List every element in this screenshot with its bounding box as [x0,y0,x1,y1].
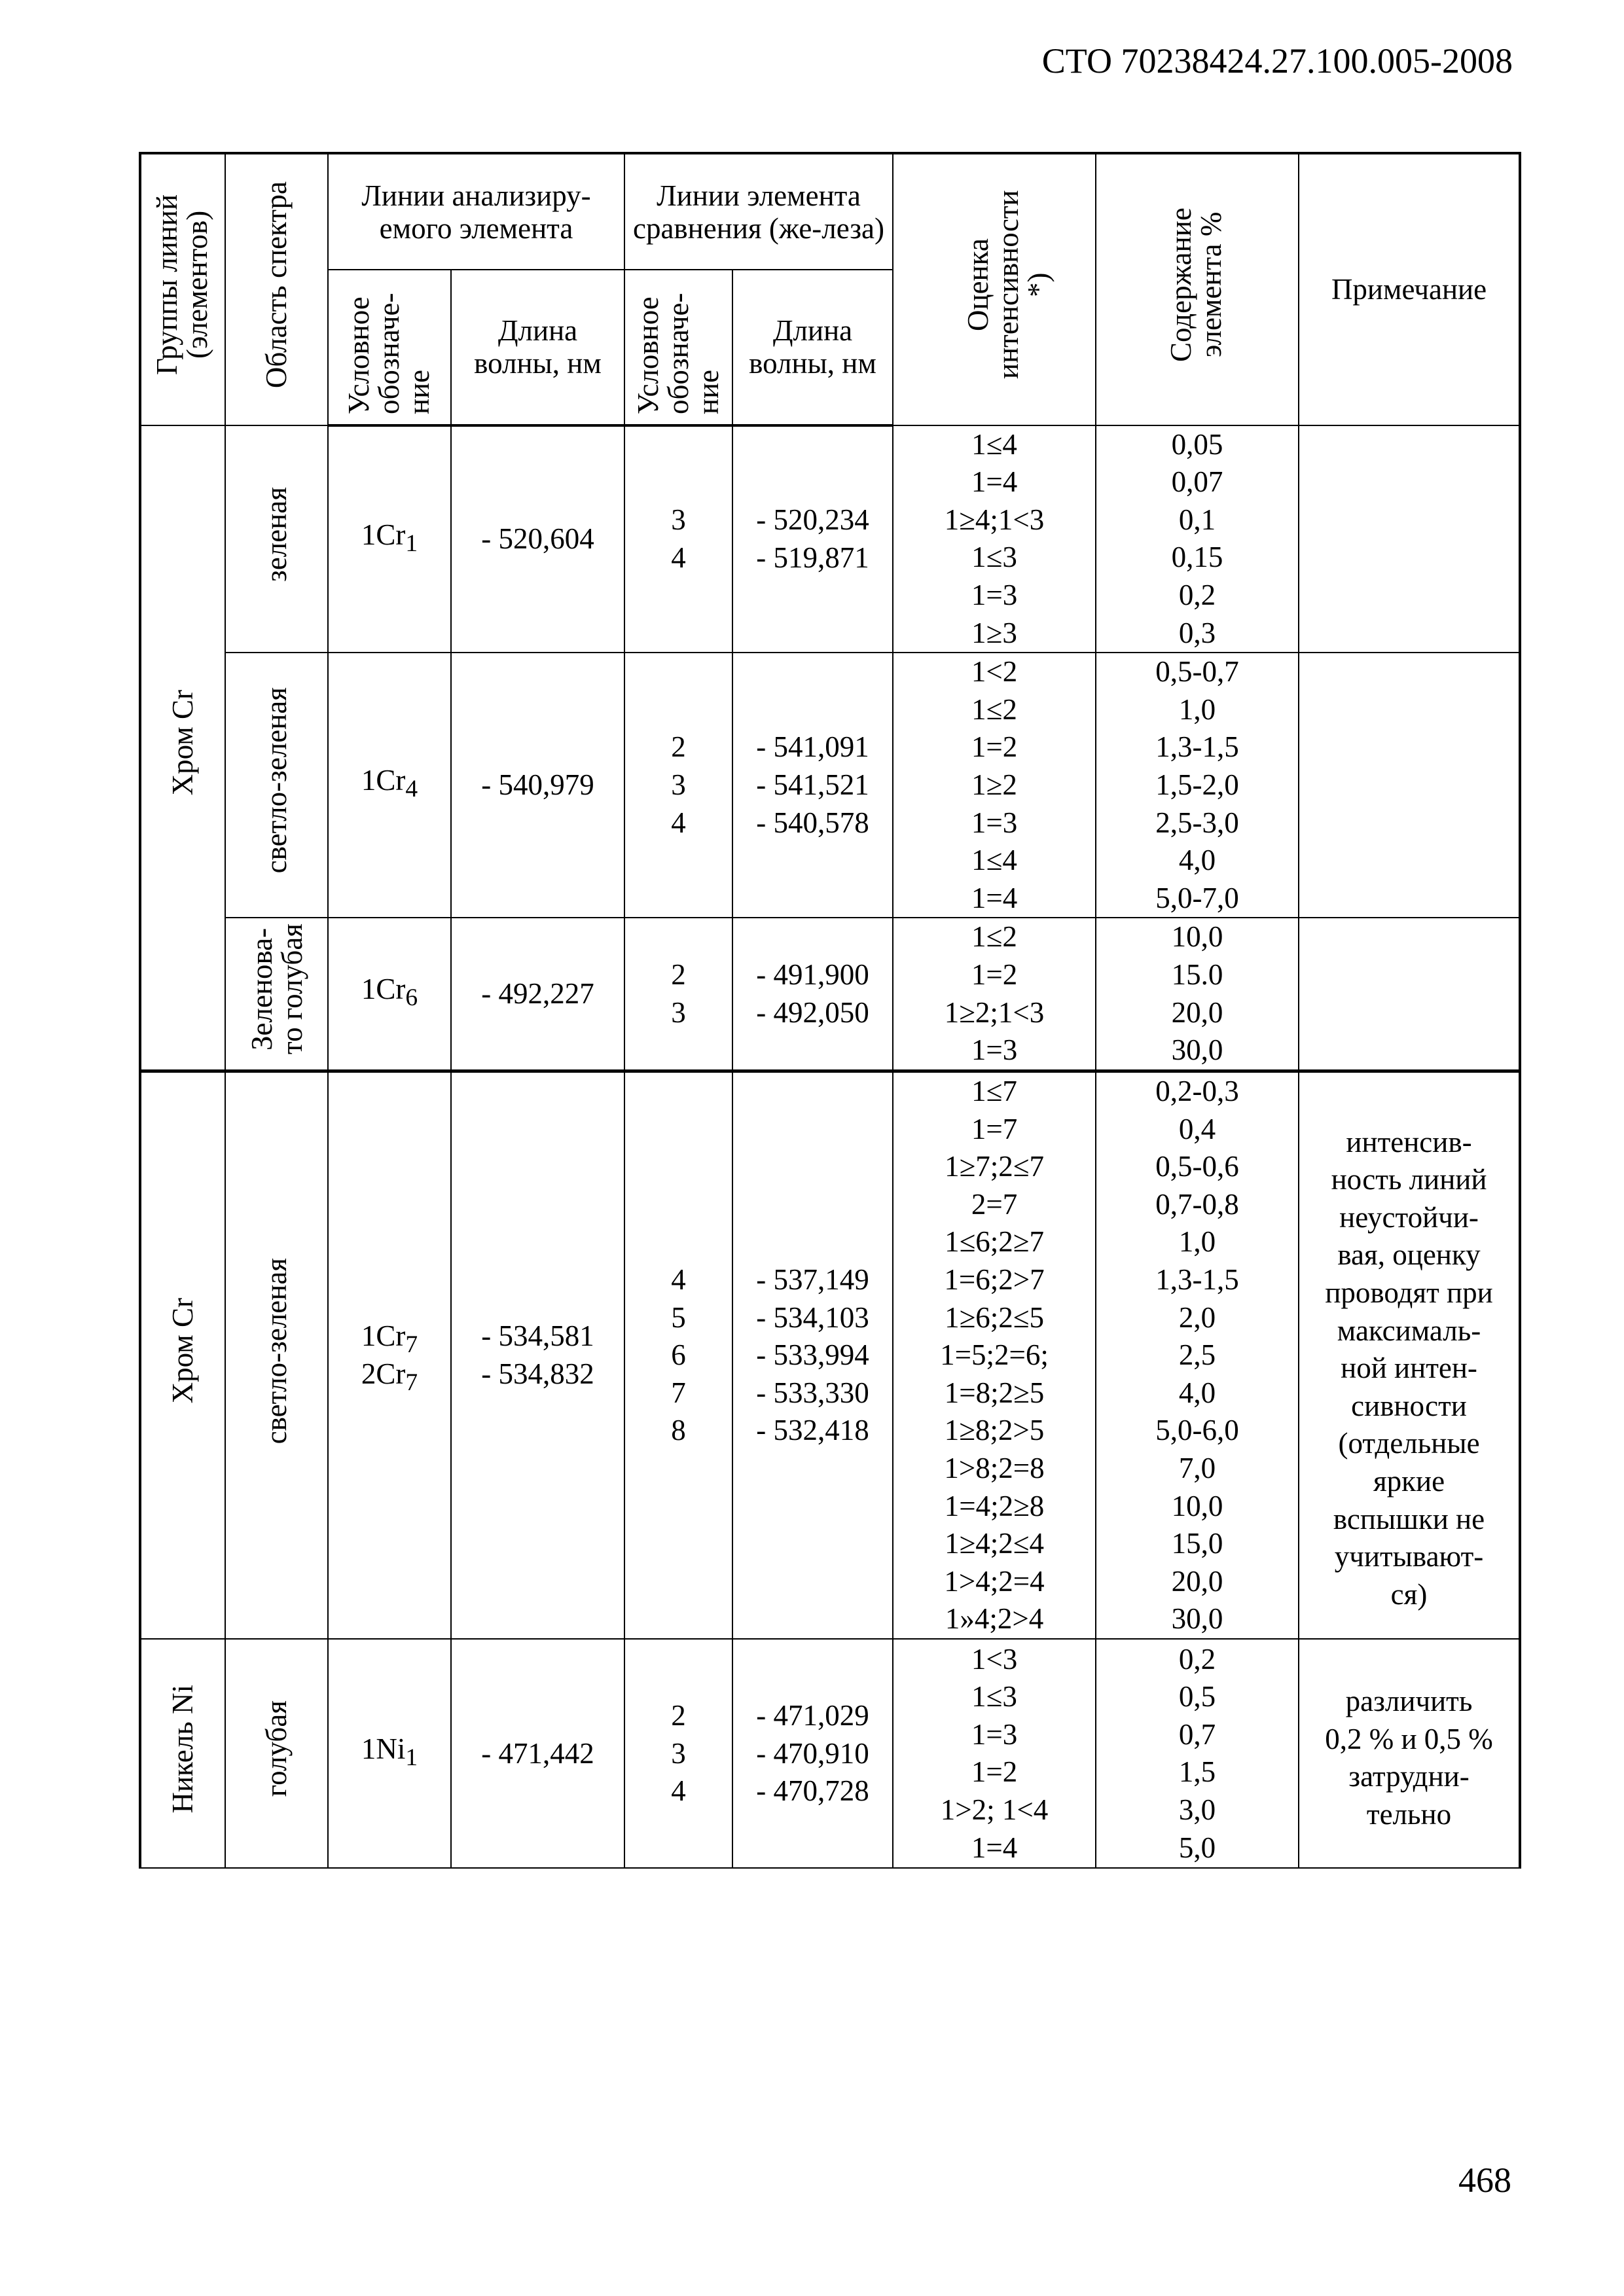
analyte-code: $1Cr_6$ [328,918,451,1071]
header-analyte-code [328,270,451,425]
header-content [1096,153,1299,425]
ref-codes: 4 5 6 7 8 [624,1071,732,1639]
content-values: 0,2-0,3 0,4 0,5-0,6 0,7-0,8 1,0 1,3-1,5 2,0 2,5 4,0 5,0-6,0 7,0 10,0 15,0 20,0 30,0 [1096,1071,1299,1639]
region-label: светло-зеленая [259,687,293,874]
header-ref-wavelength: Длина волны, нм [732,270,893,425]
header-analyte-code-label: Условное обозначе-ние [342,293,435,414]
intensity-values: 1≤7 1=7 1≥7;2≤7 2=7 1≤6;2≥7 1=6;2>7 1≥6;2≤5 1=5;2=6; 1=8;2≥5 1≥8;2>5 1>8;2=8 1=4;2≥8 1≥4;2≤4 1>4;2=4 1»4;2>4 [893,1071,1096,1639]
note-cell [1299,1639,1520,1868]
ref-wavelengths: - 537,149 - 534,103 - 533,994 - 533,330 - 532,418 [732,1071,893,1639]
region-label: зеленая [259,486,293,582]
note-text: различить 0,2 % и 0,5 % затрудни- тельно [1325,1685,1493,1831]
note-cell [1299,653,1520,918]
intensity-values: 1≤2 1=2 1≥2;1<3 1=3 [893,918,1096,1071]
intensity-values: 1≤4 1=4 1≥4;1<3 1≤3 1=3 1≥3 [893,425,1096,653]
region-cell [225,653,328,918]
intensity-values: 1<3 1≤3 1=3 1=2 1>2; 1<4 1=4 [893,1639,1096,1868]
header-ref-code [624,270,732,425]
region-cell [225,1639,328,1868]
ref-wavelengths: - 520,234 - 519,871 [732,425,893,653]
intensity-values: 1<2 1≤2 1=2 1≥2 1=3 1≤4 1=4 [893,653,1096,918]
region-cell [225,425,328,653]
group-label: Никель Ni [166,1684,199,1814]
region-label: Зеленова- то голубая [245,924,308,1055]
ref-codes: 2 3 4 [624,653,732,918]
group-cell-chromium-2 [140,1071,225,1639]
ref-codes: 2 3 4 [624,1639,732,1868]
ref-wavelengths: - 491,900 - 492,050 [732,918,893,1071]
header-group [140,153,225,425]
analyte-code: $1Ni_1$ [328,1639,451,1868]
note-cell [1299,918,1520,1071]
header-note-label: Примечание [1331,272,1487,306]
region-cell [225,918,328,1071]
header-region-label: Область спектра [259,181,293,389]
header-group-label: Группы линий (элементов) [150,194,213,376]
analyte-wavelength: - 471,442 [451,1639,624,1868]
spectral-lines-table [139,152,1521,1869]
header-analyte-wavelength: Длина волны, нм [451,270,624,425]
header-intensity [893,153,1096,425]
ref-wavelengths: - 541,091 - 541,521 - 540,578 [732,653,893,918]
analyte-wavelength: - 492,227 [451,918,624,1071]
analyte-code: $1Cr_1$ [328,425,451,653]
header-note [1299,153,1520,425]
note-cell [1299,1071,1520,1639]
analyte-codes: $1Cr_7$ $2Cr_7$ [328,1071,451,1639]
document-code: СТО 70238424.27.100.005-2008 [1041,41,1513,81]
header-reference-lines: Линии элемента сравнения (же-леза) [624,153,893,270]
content-values: 0,5-0,7 1,0 1,3-1,5 1,5-2,0 2,5-3,0 4,0 5,0-7,0 [1096,653,1299,918]
note-text: интенсив- ность линий неустойчи- вая, оценку проводят при максималь- ной интен- сивности (отдельные яркие вспышки не учитывают- ся) [1325,1125,1493,1611]
header-analyte-lines: Линии анализиру-емого элемента [328,153,624,270]
group-label: Хром Cr [166,1298,199,1404]
region-label: светло-зеленая [259,1257,293,1444]
header-ref-code-label: Условное обозначе-ние [631,293,725,414]
content-values: 0,2 0,5 0,7 1,5 3,0 5,0 [1096,1639,1299,1868]
analyte-wavelengths: - 534,581 - 534,832 [451,1071,624,1639]
analyte-code: $1Cr_4$ [328,653,451,918]
ref-wavelengths: - 471,029 - 470,910 - 470,728 [732,1639,893,1868]
header-region [225,153,328,425]
content-values: 10,0 15.0 20,0 30,0 [1096,918,1299,1071]
page-number: 468 [1458,2161,1511,2200]
content-values: 0,05 0,07 0,1 0,15 0,2 0,3 [1096,425,1299,653]
note-cell [1299,425,1520,653]
analyte-wavelength: - 520,604 [451,425,624,653]
ref-codes: 2 3 [624,918,732,1071]
region-cell [225,1071,328,1639]
header-content-label: Содержание элемента % [1164,207,1228,362]
ref-codes: 3 4 [624,425,732,653]
header-intensity-label: Оценка интенсивности *) [962,190,1055,380]
group-cell-nickel [140,1639,225,1868]
region-label: голубая [259,1700,293,1797]
group-cell-chromium-1 [140,425,225,1071]
analyte-wavelength: - 540,979 [451,653,624,918]
group-label: Хром Cr [166,690,199,796]
